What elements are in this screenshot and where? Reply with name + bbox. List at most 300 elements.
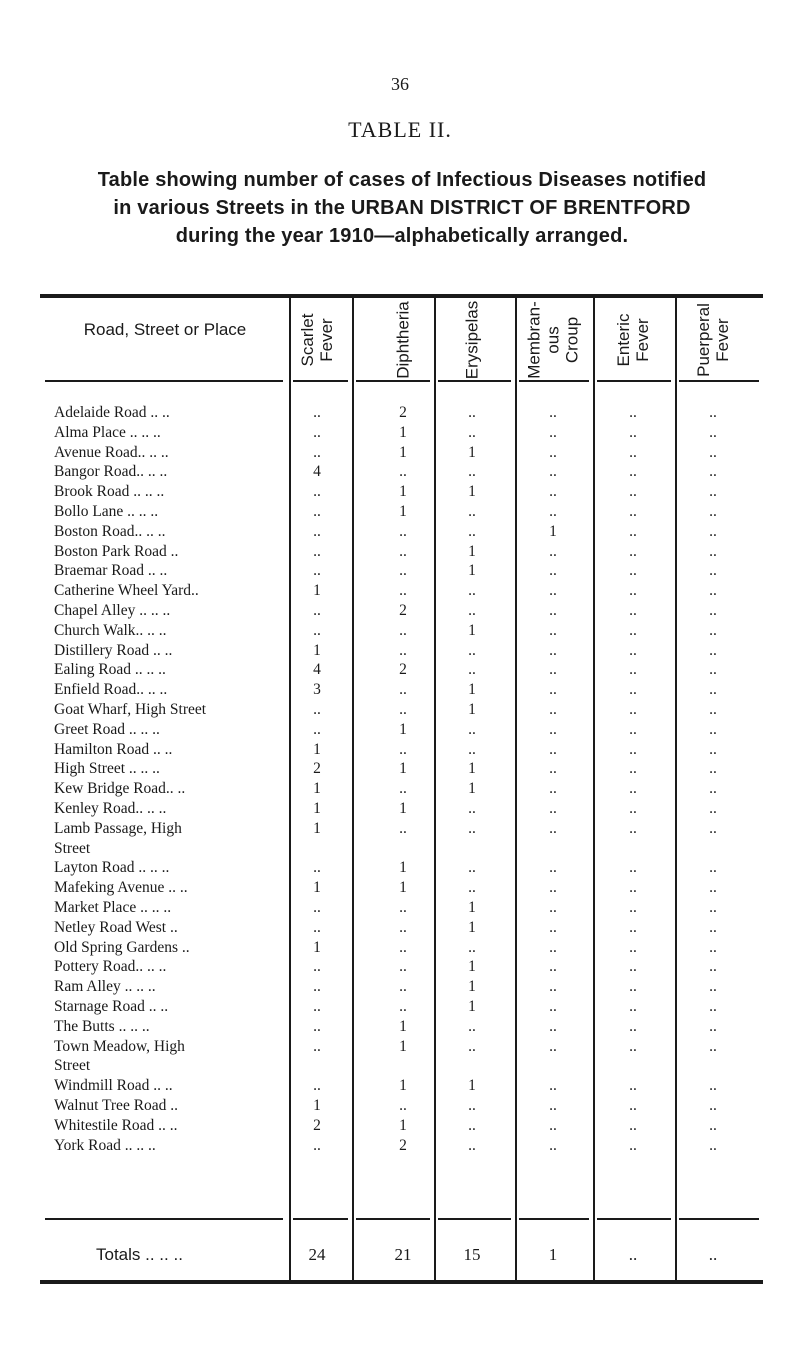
- cell-erysipelas: ..: [468, 661, 476, 679]
- cell-enteric-fever: ..: [629, 819, 637, 837]
- cell-scarlet-fever: ..: [313, 621, 321, 639]
- road-name: Windmill Road .. ..: [54, 1077, 173, 1095]
- cell-diphtheria: ..: [399, 701, 407, 718]
- road-name: Ealing Road .. .. ..: [54, 661, 166, 679]
- cell-membranous-croup: ..: [549, 819, 557, 837]
- cell-membranous-croup: ..: [549, 602, 557, 619]
- cell-diphtheria: ..: [399, 938, 407, 956]
- cell-erysipelas: ..: [468, 938, 476, 956]
- cell-erysipelas: 1: [468, 899, 476, 916]
- cell-erysipelas: ..: [468, 1136, 476, 1154]
- cell-puerperal-fever: ..: [709, 503, 717, 520]
- cell-diphtheria: ..: [399, 582, 407, 600]
- cell-erysipelas: 1: [468, 701, 476, 718]
- cell-puerperal-fever: ..: [709, 1097, 717, 1114]
- road-name-continued: Street: [54, 1057, 91, 1075]
- cell-erysipelas: 1: [468, 918, 476, 936]
- road-name: High Street .. .. ..: [54, 760, 160, 778]
- cell-diphtheria: ..: [399, 681, 407, 699]
- cell-diphtheria: 1: [399, 800, 407, 817]
- cell-puerperal-fever: ..: [709, 423, 717, 441]
- cell-membranous-croup: ..: [549, 958, 557, 976]
- cell-scarlet-fever: 1: [313, 641, 321, 659]
- cell-puerperal-fever: ..: [709, 621, 717, 639]
- cell-puerperal-fever: ..: [709, 879, 717, 897]
- cell-diphtheria: 2: [399, 1136, 407, 1154]
- table-row: [0, 501, 800, 522]
- cell-scarlet-fever: ..: [313, 404, 321, 421]
- road-name: Hamilton Road .. ..: [54, 740, 173, 758]
- cell-enteric-fever: ..: [629, 1077, 637, 1095]
- table-row: [0, 956, 800, 977]
- cell-erysipelas: 1: [468, 483, 476, 501]
- road-name: Goat Wharf, High Street: [54, 701, 207, 718]
- cell-membranous-croup: ..: [549, 780, 557, 798]
- cell-puerperal-fever: ..: [709, 899, 717, 916]
- cell-enteric-fever: ..: [629, 522, 637, 540]
- cell-diphtheria: ..: [399, 998, 407, 1015]
- road-name: Bangor Road.. .. ..: [54, 463, 168, 481]
- road-name: Distillery Road .. ..: [54, 641, 173, 659]
- cell-diphtheria: ..: [399, 522, 407, 540]
- cell-scarlet-fever: ..: [313, 958, 321, 976]
- table-row: [0, 739, 800, 760]
- cell-puerperal-fever: ..: [709, 958, 717, 976]
- cell-diphtheria: ..: [399, 1097, 407, 1114]
- cell-erysipelas: ..: [468, 879, 476, 897]
- road-name: Adelaide Road .. ..: [54, 404, 170, 421]
- cell-puerperal-fever: ..: [709, 859, 717, 877]
- road-name: Layton Road .. .. ..: [54, 859, 170, 877]
- cell-erysipelas: 1: [468, 562, 476, 580]
- cell-enteric-fever: ..: [629, 503, 637, 520]
- cell-scarlet-fever: ..: [313, 483, 321, 501]
- cell-scarlet-fever: 2: [313, 1116, 321, 1134]
- cell-puerperal-fever: ..: [709, 562, 717, 580]
- cell-scarlet-fever: 3: [313, 681, 321, 699]
- table-row: [0, 620, 800, 641]
- page-number: 36: [391, 74, 409, 94]
- road-name-continued: Street: [54, 839, 91, 857]
- header-underline: [597, 380, 671, 382]
- cell-diphtheria: ..: [399, 780, 407, 798]
- cell-erysipelas: ..: [468, 602, 476, 619]
- cell-erysipelas: ..: [468, 641, 476, 659]
- cell-diphtheria: ..: [399, 542, 407, 560]
- road-name: Ram Alley .. .. ..: [54, 978, 156, 996]
- cell-membranous-croup: ..: [549, 998, 557, 1015]
- cell-erysipelas: ..: [468, 1116, 476, 1134]
- cell-puerperal-fever: ..: [709, 1136, 717, 1154]
- cell-membranous-croup: ..: [549, 879, 557, 897]
- cell-erysipelas: ..: [468, 819, 476, 837]
- cell-erysipelas: 1: [468, 780, 476, 798]
- cell-puerperal-fever: ..: [709, 1116, 717, 1134]
- road-name: Bollo Lane .. .. ..: [54, 503, 159, 520]
- table-row: [0, 1075, 800, 1096]
- cell-enteric-fever: ..: [629, 1017, 637, 1035]
- cell-erysipelas: 1: [468, 760, 476, 778]
- road-name: Boston Road.. .. ..: [54, 522, 166, 540]
- cell-enteric-fever: ..: [629, 582, 637, 600]
- cell-erysipelas: ..: [468, 1017, 476, 1035]
- table-row: [0, 1036, 800, 1075]
- table-top-rule: [40, 294, 763, 298]
- cell-membranous-croup: ..: [549, 740, 557, 758]
- cell-puerperal-fever: ..: [709, 661, 717, 679]
- cell-diphtheria: 1: [399, 1077, 407, 1095]
- cell-scarlet-fever: 1: [313, 800, 321, 817]
- table-row: [0, 640, 800, 661]
- cell-membranous-croup: ..: [549, 621, 557, 639]
- cell-enteric-fever: ..: [629, 760, 637, 778]
- cell-puerperal-fever: ..: [709, 463, 717, 481]
- cell-scarlet-fever: ..: [313, 542, 321, 560]
- road-name: Netley Road West ..: [54, 918, 178, 936]
- cell-diphtheria: 1: [399, 1037, 407, 1055]
- cell-puerperal-fever: ..: [709, 681, 717, 699]
- table-row: [0, 976, 800, 997]
- cell-puerperal-fever: ..: [709, 522, 717, 540]
- cell-puerperal-fever: ..: [709, 1037, 717, 1055]
- table-bottom-rule: [40, 1280, 763, 1284]
- table-caption: [40, 166, 764, 250]
- cell-puerperal-fever: ..: [709, 780, 717, 798]
- table-row: [0, 758, 800, 779]
- cell-enteric-fever: ..: [629, 918, 637, 936]
- cell-membranous-croup: ..: [549, 720, 557, 738]
- column-header-label: Scarlet Fever: [298, 313, 336, 367]
- cell-puerperal-fever: ..: [709, 542, 717, 560]
- road-name: The Butts .. .. ..: [54, 1017, 150, 1035]
- cell-diphtheria: 1: [399, 859, 407, 877]
- cell-scarlet-fever: 4: [313, 463, 321, 481]
- cell-membranous-croup: ..: [549, 978, 557, 996]
- totals-label: Totals .. .. ..: [96, 1245, 183, 1264]
- cell-membranous-croup: ..: [549, 1017, 557, 1035]
- road-name: Boston Park Road ..: [54, 542, 179, 560]
- cell-membranous-croup: ..: [549, 503, 557, 520]
- cell-enteric-fever: ..: [629, 404, 637, 421]
- cell-membranous-croup: ..: [549, 483, 557, 501]
- total-enteric-fever: ..: [628, 1245, 638, 1264]
- cell-membranous-croup: 1: [549, 522, 557, 540]
- caption-line-1: Table showing number of cases of Infectious Diseases notified: [97, 169, 707, 191]
- totals-row: [0, 1242, 800, 1268]
- totals-rule: [45, 1218, 283, 1220]
- cell-scarlet-fever: ..: [313, 1136, 321, 1154]
- table-row: [0, 699, 800, 720]
- cell-puerperal-fever: ..: [709, 701, 717, 718]
- cell-scarlet-fever: ..: [313, 423, 321, 441]
- cell-erysipelas: ..: [468, 720, 476, 738]
- cell-membranous-croup: ..: [549, 760, 557, 778]
- cell-membranous-croup: ..: [549, 661, 557, 679]
- cell-erysipelas: ..: [468, 404, 476, 421]
- cell-enteric-fever: ..: [629, 443, 637, 461]
- road-name: Town Meadow, High: [54, 1037, 185, 1055]
- table-row: [0, 798, 800, 819]
- cell-scarlet-fever: ..: [313, 720, 321, 738]
- table-row: [0, 600, 800, 621]
- cell-diphtheria: 1: [399, 1017, 407, 1035]
- cell-diphtheria: ..: [399, 621, 407, 639]
- cell-membranous-croup: ..: [549, 443, 557, 461]
- cell-erysipelas: 1: [468, 978, 476, 996]
- column-header-scarlet-fever: [282, 300, 352, 380]
- cell-membranous-croup: ..: [549, 918, 557, 936]
- cell-scarlet-fever: ..: [313, 1017, 321, 1035]
- cell-membranous-croup: ..: [549, 542, 557, 560]
- cell-enteric-fever: ..: [629, 483, 637, 501]
- cell-erysipelas: ..: [468, 522, 476, 540]
- road-name: Enfield Road.. .. ..: [54, 681, 168, 699]
- header-underline: [293, 380, 348, 382]
- cell-puerperal-fever: ..: [709, 720, 717, 738]
- cell-diphtheria: 2: [399, 602, 407, 619]
- table-row: [0, 719, 800, 740]
- cell-scarlet-fever: 1: [313, 780, 321, 798]
- cell-erysipelas: ..: [468, 800, 476, 817]
- road-column-header: Road, Street or Place: [83, 320, 247, 339]
- cell-puerperal-fever: ..: [709, 1017, 717, 1035]
- table-row: [0, 402, 800, 423]
- column-header-membranous-croup: [518, 300, 588, 380]
- cell-membranous-croup: ..: [549, 681, 557, 699]
- cell-membranous-croup: ..: [549, 1097, 557, 1114]
- cell-enteric-fever: ..: [629, 978, 637, 996]
- cell-puerperal-fever: ..: [709, 602, 717, 619]
- cell-erysipelas: ..: [468, 859, 476, 877]
- road-name: Old Spring Gardens ..: [54, 938, 190, 956]
- cell-diphtheria: ..: [399, 819, 407, 837]
- cell-puerperal-fever: ..: [709, 483, 717, 501]
- cell-puerperal-fever: ..: [709, 800, 717, 817]
- cell-scarlet-fever: ..: [313, 503, 321, 520]
- cell-diphtheria: 2: [399, 661, 407, 679]
- table-row: [0, 422, 800, 443]
- table-row: [0, 1016, 800, 1037]
- cell-diphtheria: ..: [399, 958, 407, 976]
- cell-membranous-croup: ..: [549, 463, 557, 481]
- cell-membranous-croup: ..: [549, 562, 557, 580]
- column-header-enteric-fever: [598, 300, 668, 380]
- cell-diphtheria: 1: [399, 423, 407, 441]
- table-row: [0, 442, 800, 463]
- cell-membranous-croup: ..: [549, 701, 557, 718]
- cell-membranous-croup: ..: [549, 938, 557, 956]
- road-name: Whitestile Road .. ..: [54, 1116, 178, 1134]
- road-name: Braemar Road .. ..: [54, 562, 168, 580]
- cell-scarlet-fever: ..: [313, 899, 321, 916]
- cell-puerperal-fever: ..: [709, 740, 717, 758]
- cell-diphtheria: ..: [399, 899, 407, 916]
- total-scarlet-fever: 24: [308, 1245, 326, 1264]
- cell-enteric-fever: ..: [629, 958, 637, 976]
- column-header-label: Diphtheria: [393, 301, 413, 379]
- cell-membranous-croup: ..: [549, 404, 557, 421]
- cell-enteric-fever: ..: [629, 602, 637, 619]
- total-erysipelas: 15: [463, 1245, 481, 1264]
- column-header-label: Puerperal Fever: [694, 303, 732, 377]
- table-row: [0, 659, 800, 680]
- cell-scarlet-fever: 1: [313, 819, 321, 837]
- table-row: [0, 1095, 800, 1116]
- cell-diphtheria: ..: [399, 918, 407, 936]
- cell-erysipelas: 1: [468, 1077, 476, 1095]
- road-name: Church Walk.. .. ..: [54, 621, 167, 639]
- cell-enteric-fever: ..: [629, 1136, 637, 1154]
- cell-scarlet-fever: ..: [313, 562, 321, 580]
- cell-diphtheria: 1: [399, 760, 407, 778]
- cell-diphtheria: ..: [399, 463, 407, 481]
- cell-enteric-fever: ..: [629, 1116, 637, 1134]
- table-row: [0, 481, 800, 502]
- cell-enteric-fever: ..: [629, 879, 637, 897]
- table-row: [0, 818, 800, 857]
- cell-diphtheria: ..: [399, 740, 407, 758]
- cell-erysipelas: ..: [468, 582, 476, 600]
- road-name: Kew Bridge Road.. ..: [54, 780, 186, 798]
- table-row: [0, 521, 800, 542]
- cell-puerperal-fever: ..: [709, 1077, 717, 1095]
- cell-enteric-fever: ..: [629, 621, 637, 639]
- cell-puerperal-fever: ..: [709, 918, 717, 936]
- road-name: Brook Road .. .. ..: [54, 483, 165, 501]
- cell-enteric-fever: ..: [629, 800, 637, 817]
- cell-membranous-croup: ..: [549, 1136, 557, 1154]
- header-underline: [356, 380, 430, 382]
- cell-enteric-fever: ..: [629, 681, 637, 699]
- cell-diphtheria: ..: [399, 641, 407, 659]
- cell-scarlet-fever: ..: [313, 1077, 321, 1095]
- header-underline: [679, 380, 759, 382]
- cell-scarlet-fever: ..: [313, 701, 321, 718]
- totals-rule: [293, 1218, 348, 1220]
- table-row: [0, 897, 800, 918]
- cell-scarlet-fever: 1: [313, 879, 321, 897]
- cell-erysipelas: ..: [468, 1097, 476, 1114]
- cell-scarlet-fever: ..: [313, 859, 321, 877]
- cell-scarlet-fever: ..: [313, 1037, 321, 1055]
- road-name: Avenue Road.. .. ..: [54, 443, 169, 461]
- cell-enteric-fever: ..: [629, 1037, 637, 1055]
- cell-diphtheria: 1: [399, 1116, 407, 1134]
- cell-diphtheria: 1: [399, 503, 407, 520]
- cell-enteric-fever: ..: [629, 998, 637, 1015]
- cell-erysipelas: ..: [468, 1037, 476, 1055]
- cell-membranous-croup: ..: [549, 1116, 557, 1134]
- totals-rule: [438, 1218, 511, 1220]
- cell-enteric-fever: ..: [629, 641, 637, 659]
- cell-membranous-croup: ..: [549, 1077, 557, 1095]
- road-name: Chapel Alley .. .. ..: [54, 602, 171, 619]
- cell-enteric-fever: ..: [629, 661, 637, 679]
- road-name: Catherine Wheel Yard..: [54, 582, 199, 600]
- cell-scarlet-fever: ..: [313, 443, 321, 461]
- total-diphtheria: 21: [394, 1245, 412, 1264]
- cell-erysipelas: ..: [468, 463, 476, 481]
- cell-diphtheria: 1: [399, 720, 407, 738]
- table-row: [0, 560, 800, 581]
- cell-enteric-fever: ..: [629, 859, 637, 877]
- cell-puerperal-fever: ..: [709, 978, 717, 996]
- cell-erysipelas: ..: [468, 503, 476, 520]
- cell-erysipelas: 1: [468, 681, 476, 699]
- cell-erysipelas: 1: [468, 621, 476, 639]
- cell-membranous-croup: ..: [549, 899, 557, 916]
- cell-enteric-fever: ..: [629, 562, 637, 580]
- cell-scarlet-fever: 2: [313, 760, 321, 778]
- cell-membranous-croup: ..: [549, 423, 557, 441]
- totals-rule: [519, 1218, 589, 1220]
- caption-line-3: during the year 1910—alphabetically arranged.: [175, 225, 629, 247]
- cell-puerperal-fever: ..: [709, 582, 717, 600]
- table-row: [0, 679, 800, 700]
- header-underline: [438, 380, 511, 382]
- header-underline: [519, 380, 589, 382]
- column-header-erysipelas: [437, 300, 507, 380]
- cell-membranous-croup: ..: [549, 1037, 557, 1055]
- cell-enteric-fever: ..: [629, 423, 637, 441]
- cell-puerperal-fever: ..: [709, 819, 717, 837]
- cell-diphtheria: 2: [399, 404, 407, 421]
- cell-scarlet-fever: ..: [313, 602, 321, 619]
- cell-membranous-croup: ..: [549, 582, 557, 600]
- cell-scarlet-fever: 1: [313, 582, 321, 600]
- caption-line-2: in various Streets in the URBAN DISTRICT OF BRENTFORD: [113, 197, 691, 219]
- table-row: [0, 580, 800, 601]
- table-row: [0, 541, 800, 562]
- road-name: Pottery Road.. .. ..: [54, 958, 167, 976]
- cell-enteric-fever: ..: [629, 542, 637, 560]
- header-underline: [45, 380, 283, 382]
- table-row: [0, 937, 800, 958]
- cell-enteric-fever: ..: [629, 899, 637, 916]
- table-row: [0, 1135, 800, 1156]
- road-name: Greet Road .. .. ..: [54, 720, 160, 738]
- cell-puerperal-fever: ..: [709, 998, 717, 1015]
- cell-enteric-fever: ..: [629, 701, 637, 718]
- cell-membranous-croup: ..: [549, 641, 557, 659]
- column-header-puerperal-fever: [678, 300, 748, 380]
- table-label: TABLE II.: [348, 117, 452, 142]
- cell-erysipelas: 1: [468, 998, 476, 1015]
- cell-membranous-croup: ..: [549, 800, 557, 817]
- column-header-label: Erysipelas: [462, 300, 482, 380]
- cell-enteric-fever: ..: [629, 1097, 637, 1114]
- cell-scarlet-fever: ..: [313, 918, 321, 936]
- road-name: Walnut Tree Road ..: [54, 1097, 179, 1114]
- road-name: Alma Place .. .. ..: [54, 423, 161, 441]
- cell-erysipelas: 1: [468, 443, 476, 461]
- column-header-diphtheria: [368, 300, 438, 380]
- road-name: Lamb Passage, High: [54, 819, 182, 837]
- cell-diphtheria: ..: [399, 562, 407, 580]
- table-row: [0, 917, 800, 938]
- table-row: [0, 857, 800, 878]
- cell-enteric-fever: ..: [629, 463, 637, 481]
- road-name: Mafeking Avenue .. ..: [54, 879, 188, 897]
- cell-diphtheria: ..: [399, 978, 407, 996]
- totals-rule: [356, 1218, 430, 1220]
- total-membranous-croup: 1: [548, 1245, 558, 1264]
- total-puerperal-fever: ..: [708, 1245, 718, 1264]
- totals-rule: [679, 1218, 759, 1220]
- column-header-label: Enteric Fever: [614, 313, 652, 367]
- table-row: [0, 1115, 800, 1136]
- cell-enteric-fever: ..: [629, 780, 637, 798]
